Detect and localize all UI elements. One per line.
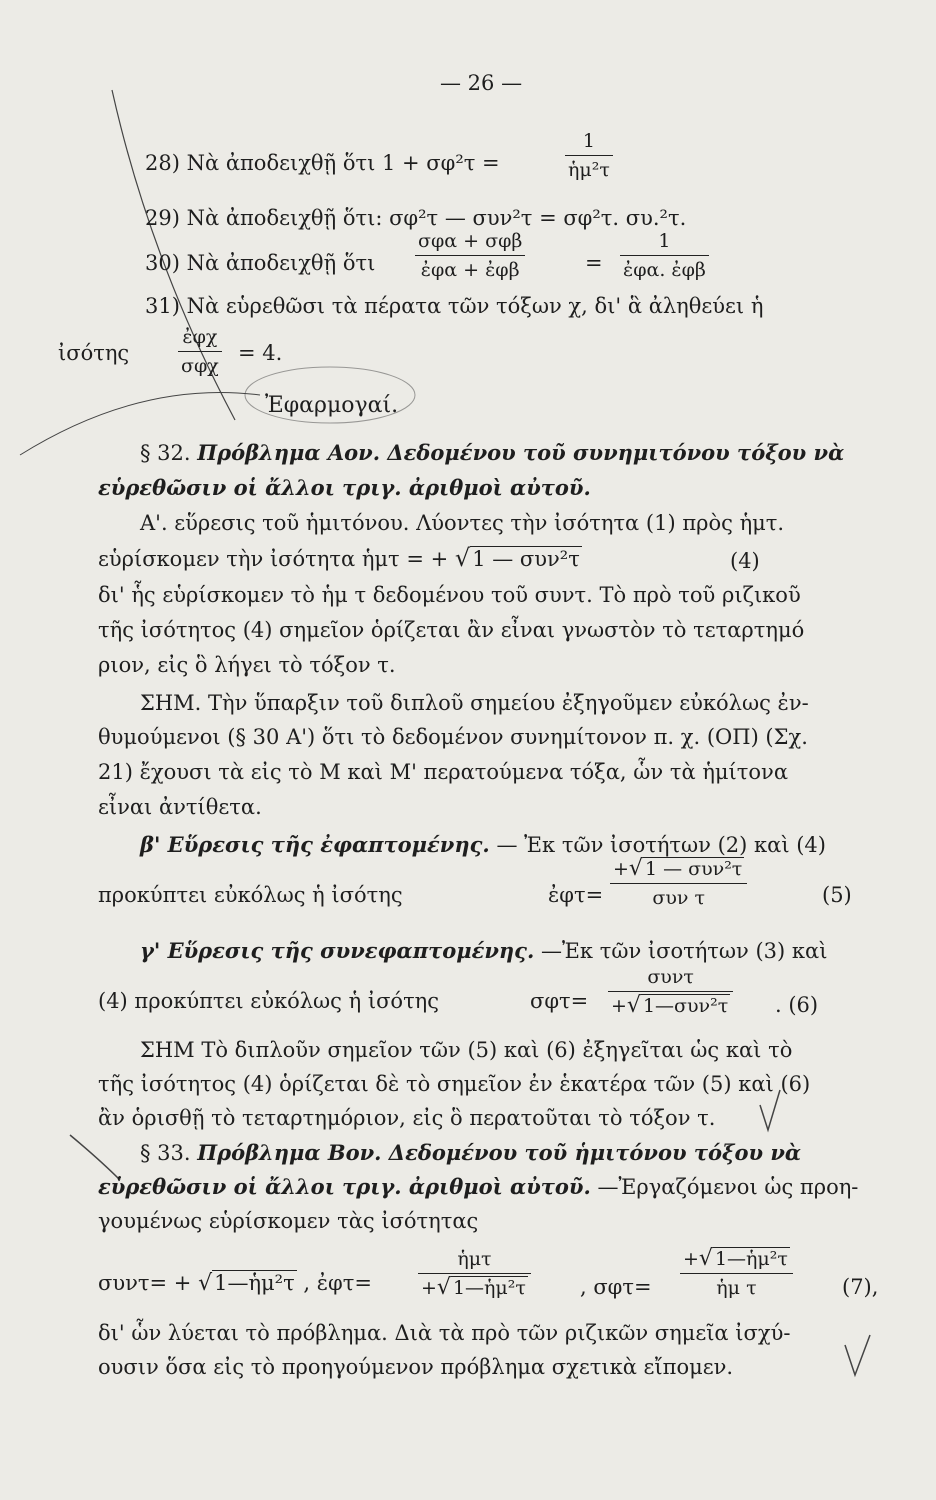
fraction-numerator: 1 — [582, 130, 595, 152]
radicand: 1—συν²τ — [642, 995, 729, 1017]
gamma-line — [140, 938, 827, 964]
s32-line-7: ριον, εἰς ὃ λήγει τὸ τόξον τ. — [98, 653, 396, 677]
s32-line-2: εὑρεθῶσιν οἱ ἄλλοι τριγ. ἀριθμοὶ αὐτοῦ. — [98, 475, 591, 500]
fraction-bar — [610, 883, 747, 884]
fraction-bar — [620, 255, 709, 256]
fraction-numerator: 1 — [658, 230, 671, 252]
beta-eq-lhs: ἐφτ= — [548, 883, 604, 907]
plus-minus-sign: + — [421, 1277, 437, 1299]
radicand: 1—ἡμ²τ — [714, 1248, 788, 1270]
beta-eq-fraction — [610, 858, 747, 909]
s33-eq-sep2: , σφτ= — [580, 1275, 652, 1299]
fraction-bar — [415, 255, 525, 256]
section-number: § 32. — [140, 441, 191, 465]
beta-rest: — Ἐκ τῶν ἰσοτήτων (2) καὶ (4) — [496, 833, 826, 857]
fraction-numerator: σφα + σφβ — [418, 230, 523, 252]
s33-eq-fraction-cot — [680, 1248, 793, 1299]
plus-minus-sign: + — [611, 995, 627, 1017]
note-line-2: τῆς ἰσότητος (4) ὁρίζεται δὲ τὸ σημεῖον ἐν ἑκατέρα τῶν (5) καὶ (6) — [98, 1072, 811, 1096]
fraction-denominator: ἡμ τ — [716, 1277, 757, 1299]
equation-ref-5: (5) — [822, 883, 852, 907]
gamma-rest: —Ἐκ τῶν ἰσοτήτων (3) καὶ — [540, 939, 828, 963]
note-line-1: ΣΗΜ Τὸ διπλοῦν σημεῖον τῶν (5) καὶ (6) ἐξηγεῖται ὡς καὶ τὸ — [140, 1038, 793, 1062]
s33-line-5: δι' ὧν λύεται τὸ πρόβλημα. Διὰ τὰ πρὸ τῶν ριζικῶν σημεῖα ἰσχύ- — [98, 1321, 791, 1345]
s33-line-3: γουμένως εὑρίσκομεν τὰς ἰσότητας — [98, 1209, 479, 1233]
equation-separator: , ἐφτ= — [303, 1271, 372, 1295]
gamma-eq-lhs: σφτ= — [530, 989, 589, 1013]
radicand: 1—ἡμ²τ — [452, 1277, 526, 1299]
s33-line-2 — [98, 1174, 858, 1200]
s32-line-8: ΣΗΜ. Τὴν ὕπαρξιν τοῦ διπλοῦ σημείου ἐξηγοῦμεν εὐκόλως ἐν- — [140, 691, 809, 715]
s33-eq-a — [98, 1270, 372, 1297]
s32-line-6: τῆς ἰσότητος (4) σημεῖον ὁρίζεται ἂν εἶναι γνωστὸν τὸ τεταρτημό — [98, 618, 805, 642]
sqrt-sign: √ — [698, 1246, 713, 1271]
exercise-31-label: ἰσότης — [58, 341, 130, 365]
s32-line-11: εἶναι ἀντίθετα. — [98, 795, 262, 819]
fraction-denominator: σφχ — [181, 355, 219, 377]
fraction-denominator: ἡμ²τ — [568, 159, 610, 181]
equation-text: συντ= — [98, 1271, 174, 1295]
s33-eq-fraction-tan — [418, 1248, 531, 1299]
problem-title: Πρόβλημα Βον. Δεδομένου τοῦ ἡμιτόνου τόξου νὰ — [197, 1140, 802, 1165]
s32-line-4 — [98, 545, 582, 572]
fraction-bar — [178, 351, 222, 352]
s32-line-3: Α'. εὕρεσις τοῦ ἡμιτόνου. Λύοντες τὴν ἰσότητα (1) πρὸς ἡμτ. — [140, 511, 785, 535]
equation-ref-4: (4) — [730, 549, 760, 573]
page-number: — 26 — — [440, 71, 523, 95]
equation-ref-6: . (6) — [775, 993, 819, 1017]
s33-line-6: ουσιν ὅσα εἰς τὸ προηγούμενον πρόβλημα σχετικὰ εἴπομεν. — [98, 1355, 734, 1379]
exercise-28: 28) Νὰ ἀποδειχθῇ ὅτι 1 + σφ²τ = — [145, 151, 500, 175]
fraction-denominator — [608, 995, 733, 1017]
exercise-30-fraction-left — [415, 230, 525, 281]
problem-title: Πρόβλημα Αον. Δεδομένου τοῦ συνημιτόνου τόξου νὰ — [197, 440, 845, 465]
beta-line — [140, 832, 826, 858]
fraction-numerator: ἐφχ — [182, 326, 218, 348]
gamma-eq-fraction — [608, 966, 733, 1017]
s33-subtitle: εὑρεθῶσιν οἱ ἄλλοι τριγ. ἀριθμοὶ αὐτοῦ. — [98, 1174, 591, 1199]
exercise-31: 31) Νὰ εὑρεθῶσι τὰ πέρατα τῶν τόξων χ, δι' ἃ ἀληθεύει ἡ — [145, 294, 764, 318]
sqrt-sign: √ — [198, 1271, 213, 1296]
sqrt-sign: √ — [436, 1275, 451, 1300]
equation-text: εὑρίσκομεν τὴν ἰσότητα ἡμτ = — [98, 547, 431, 571]
s32-line-5: δι' ἧς εὑρίσκομεν τὸ ἡμ τ δεδομένου τοῦ συντ. Τὸ πρὸ τοῦ ριζικοῦ — [98, 583, 801, 607]
fraction-numerator — [610, 858, 747, 880]
fraction-denominator: ἐφα. ἐφβ — [623, 259, 706, 281]
note-line-3: ἂν ὁρισθῇ τὸ τεταρτημόριον, εἰς ὃ περατοῦται τὸ τόξον τ. — [98, 1106, 716, 1130]
fraction-bar — [680, 1273, 793, 1274]
s32-line-9: θυμούμενοι (§ 30 Α') ὅτι τὸ δεδομένον συνημίτονον π. χ. (ΟΠ) (Σχ. — [98, 725, 808, 749]
fraction-numerator: συντ — [647, 966, 694, 988]
fraction-numerator: ἡμτ — [457, 1248, 492, 1270]
gamma-title: γ' Εὕρεσις τῆς συνεφαπτομένης. — [140, 938, 535, 963]
s33-line-1 — [140, 1140, 801, 1166]
sqrt-sign: √ — [454, 544, 471, 572]
gamma-eq-label: (4) προκύπτει εὐκόλως ἡ ἰσότης — [98, 989, 440, 1013]
exercise-31-rhs: = 4. — [238, 341, 283, 365]
beta-title: β' Εὕρεσις τῆς ἐφαπτομένης. — [140, 832, 490, 857]
exercise-30: 30) Νὰ ἀποδειχθῇ ὅτι — [145, 251, 376, 275]
fraction-bar — [565, 155, 613, 156]
radicand: 1 — συν²τ — [644, 858, 743, 880]
fraction-bar — [418, 1273, 531, 1274]
plus-minus-sign: + — [430, 547, 449, 571]
s32-line-1 — [140, 440, 844, 466]
exercise-29: 29) Νὰ ἀποδειχθῇ ὅτι: σφ²τ — συν²τ = σφ²τ. συ.²τ. — [145, 206, 687, 230]
beta-eq-label: προκύπτει εὐκόλως ἡ ἰσότης — [98, 883, 403, 907]
exercise-31-fraction — [178, 326, 222, 377]
plus-minus-sign: + — [683, 1248, 699, 1270]
equation-ref-7: (7), — [842, 1275, 879, 1299]
sqrt-sign: √ — [628, 856, 643, 881]
sqrt-sign: √ — [626, 993, 641, 1018]
s33-rest: —Ἐργαζόμενοι ὡς προη- — [597, 1175, 859, 1199]
plus-minus-sign: + — [613, 858, 629, 880]
section-number: § 33. — [140, 1141, 191, 1165]
exercise-28-fraction — [565, 130, 613, 181]
fraction-bar — [608, 991, 733, 992]
fraction-denominator — [418, 1277, 531, 1299]
exercise-30-fraction-right — [620, 230, 709, 281]
fraction-denominator: συν τ — [652, 887, 705, 909]
radicand: 1—ἡμ²τ — [214, 1271, 295, 1295]
equals-sign: = — [585, 251, 603, 275]
fraction-denominator: ἐφα + ἐφβ — [420, 259, 520, 281]
fraction-numerator — [680, 1248, 793, 1270]
radicand: 1 — συν²τ — [472, 547, 580, 571]
s32-line-10: 21) ἔχουσι τὰ εἰς τὸ Μ καὶ Μ' περατούμενα τόξα, ὧν τὰ ἡμίτονα — [98, 760, 788, 784]
plus-minus-sign: + — [173, 1271, 192, 1295]
section-heading: Ἐφαρμογαί. — [265, 393, 399, 418]
